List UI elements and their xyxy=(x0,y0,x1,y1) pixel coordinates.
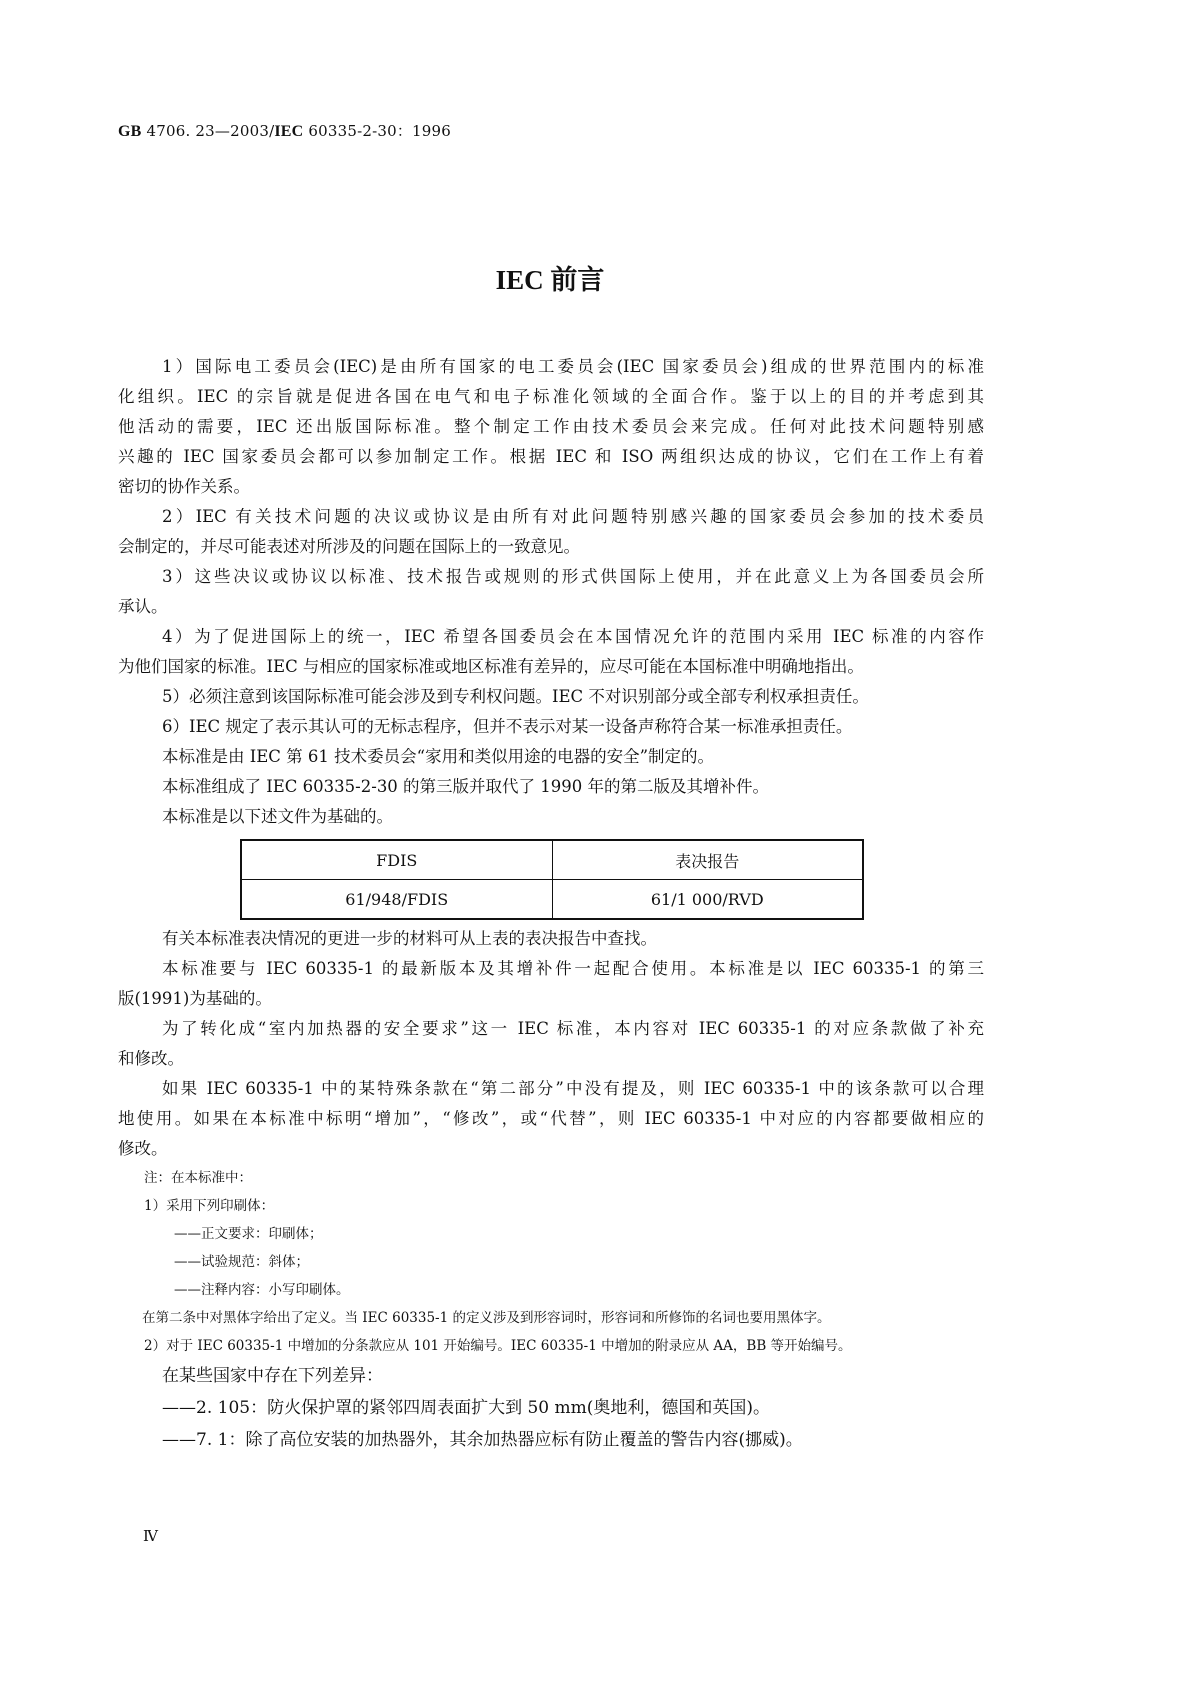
paragraph-4 xyxy=(118,622,984,682)
text-line: 他活动的需要，IEC 还出版国际标准。整个制定工作由技术委员会来完成。任何对此技术问题特别感 xyxy=(118,417,984,436)
page-title: IEC 前言 xyxy=(495,265,605,295)
paragraph-tc61: 本标准是由 IEC 第 61 技术委员会“家用和类似用途的电器的安全”制定的。 xyxy=(162,747,715,766)
document-header-code xyxy=(118,120,451,141)
text-line: 1）国际电工委员会(IEC)是由所有国家的电工委员会(IEC 国家委员会)组成的世界范围内的标准 xyxy=(162,357,984,376)
table-cell: 61/1 000/RVD xyxy=(552,880,863,920)
text-line: 3）这些决议或协议以标准、技术报告或规则的形式供国际上使用，并在此意义上为各国委员会所 xyxy=(162,567,984,586)
note-sub-item: ——试验规范：斜体； xyxy=(174,1254,309,1270)
document-body xyxy=(118,352,984,1456)
text-line: 为了转化成“室内加热器的安全要求”这一 IEC 标准，本内容对 IEC 60335-1 的对应条款做了补充 xyxy=(162,1019,984,1038)
table-header-cell: FDIS xyxy=(241,840,552,880)
text-line: 地使用。如果在本标准中标明“增加”，“修改”，或“代替”，则 IEC 60335-1 中对应的内容都要做相应的 xyxy=(118,1109,984,1128)
paragraph-3 xyxy=(118,562,984,622)
note-bold-definition: 在第二条中对黑体字给出了定义。当 IEC 60335-1 的定义涉及到形容词时，形容词和所修饰的名词也要用黑体字。 xyxy=(142,1310,831,1326)
text-line: 本标准要与 IEC 60335-1 的最新版本及其增补件一起配合使用。本标准是以 IEC 60335-1 的第三 xyxy=(162,959,984,978)
notes-block xyxy=(118,1164,984,1360)
paragraph-1 xyxy=(118,352,984,502)
paragraph-voting-info: 有关本标准表决情况的更进一步的材料可从上表的表决报告中查找。 xyxy=(162,929,657,948)
difference-item: ——2. 105：防火保护罩的紧邻四周表面扩大到 50 mm(奥地利，德国和英国)。 xyxy=(162,1398,771,1418)
page-number: Ⅳ xyxy=(143,1527,158,1545)
table-row xyxy=(241,880,863,920)
note-item-1: 1）采用下列印刷体： xyxy=(144,1198,275,1214)
text-line: 修改。 xyxy=(118,1139,168,1158)
text-line: 和修改。 xyxy=(118,1049,184,1068)
paragraph-2 xyxy=(118,502,984,562)
note-intro: 注：在本标准中： xyxy=(144,1170,252,1186)
header-number: 4706. 23—2003/ xyxy=(141,122,275,140)
differences-block xyxy=(118,1360,984,1456)
text-line: 会制定的，并尽可能表述对所涉及的问题在国际上的一致意见。 xyxy=(118,537,580,556)
table-cell: 61/948/FDIS xyxy=(241,880,552,920)
text-line: 4）为了促进国际上的统一，IEC 希望各国委员会在本国情况允许的范围内采用 IEC 标准的内容作 xyxy=(162,627,984,646)
text-line: 化组织。IEC 的宗旨就是促进各国在电气和电子标准化领域的全面合作。鉴于以上的目的并考虑到其 xyxy=(118,387,984,406)
header-iec-number: 60335-2-30：1996 xyxy=(303,122,452,140)
paragraph-edition: 本标准组成了 IEC 60335-2-30 的第三版并取代了 1990 年的第二版及其增补件。 xyxy=(162,777,770,796)
difference-item: ——7. 1：除了高位安装的加热器外，其余加热器应标有防止覆盖的警告内容(挪威)。 xyxy=(162,1430,803,1450)
text-line: 密切的协作关系。 xyxy=(118,477,250,496)
header-iec: IEC xyxy=(274,123,304,140)
paragraph-6: 6）IEC 规定了表示其认可的无标志程序，但并不表示对某一设备声称符合某一标准承担责任。 xyxy=(162,717,853,736)
text-line: 2）IEC 有关技术问题的决议或协议是由所有对此问题特别感兴趣的国家委员会参加的技术委员 xyxy=(162,507,984,526)
text-line: 版(1991)为基础的。 xyxy=(118,989,272,1008)
voting-documents-table xyxy=(240,839,864,920)
text-line: 为他们国家的标准。IEC 与相应的国家标准或地区标准有差异的，应尽可能在本国标准中明确地指出。 xyxy=(118,657,864,676)
note-sub-item: ——正文要求：印刷体； xyxy=(174,1226,323,1242)
text-line: 如果 IEC 60335-1 中的某特殊条款在“第二部分”中没有提及，则 IEC 60335-1 中的该条款可以合理 xyxy=(162,1079,984,1098)
differences-intro: 在某些国家中存在下列差异： xyxy=(162,1366,383,1386)
paragraph-part2 xyxy=(118,1074,984,1164)
text-line: 承认。 xyxy=(118,597,168,616)
paragraph-5: 5）必须注意到该国际标准可能会涉及到专利权问题。IEC 不对识别部分或全部专利权承担责任。 xyxy=(162,687,869,706)
text-line: 兴趣的 IEC 国家委员会都可以参加制定工作。根据 IEC 和 ISO 两组织达成的协议，它们在工作上有着 xyxy=(118,447,984,466)
paragraph-basis: 本标准是以下述文件为基础的。 xyxy=(162,807,393,826)
table-header-row xyxy=(241,840,863,880)
header-gb: GB xyxy=(118,123,142,140)
note-item-2: 2）对于 IEC 60335-1 中增加的分条款应从 101 开始编号。IEC 60335-1 中增加的附录应从 AA，BB 等开始编号。 xyxy=(144,1338,852,1354)
note-sub-item: ——注释内容：小写印刷体。 xyxy=(174,1282,350,1298)
table-header-cell: 表决报告 xyxy=(552,840,863,880)
paragraph-use-with xyxy=(118,954,984,1014)
paragraph-conversion xyxy=(118,1014,984,1074)
